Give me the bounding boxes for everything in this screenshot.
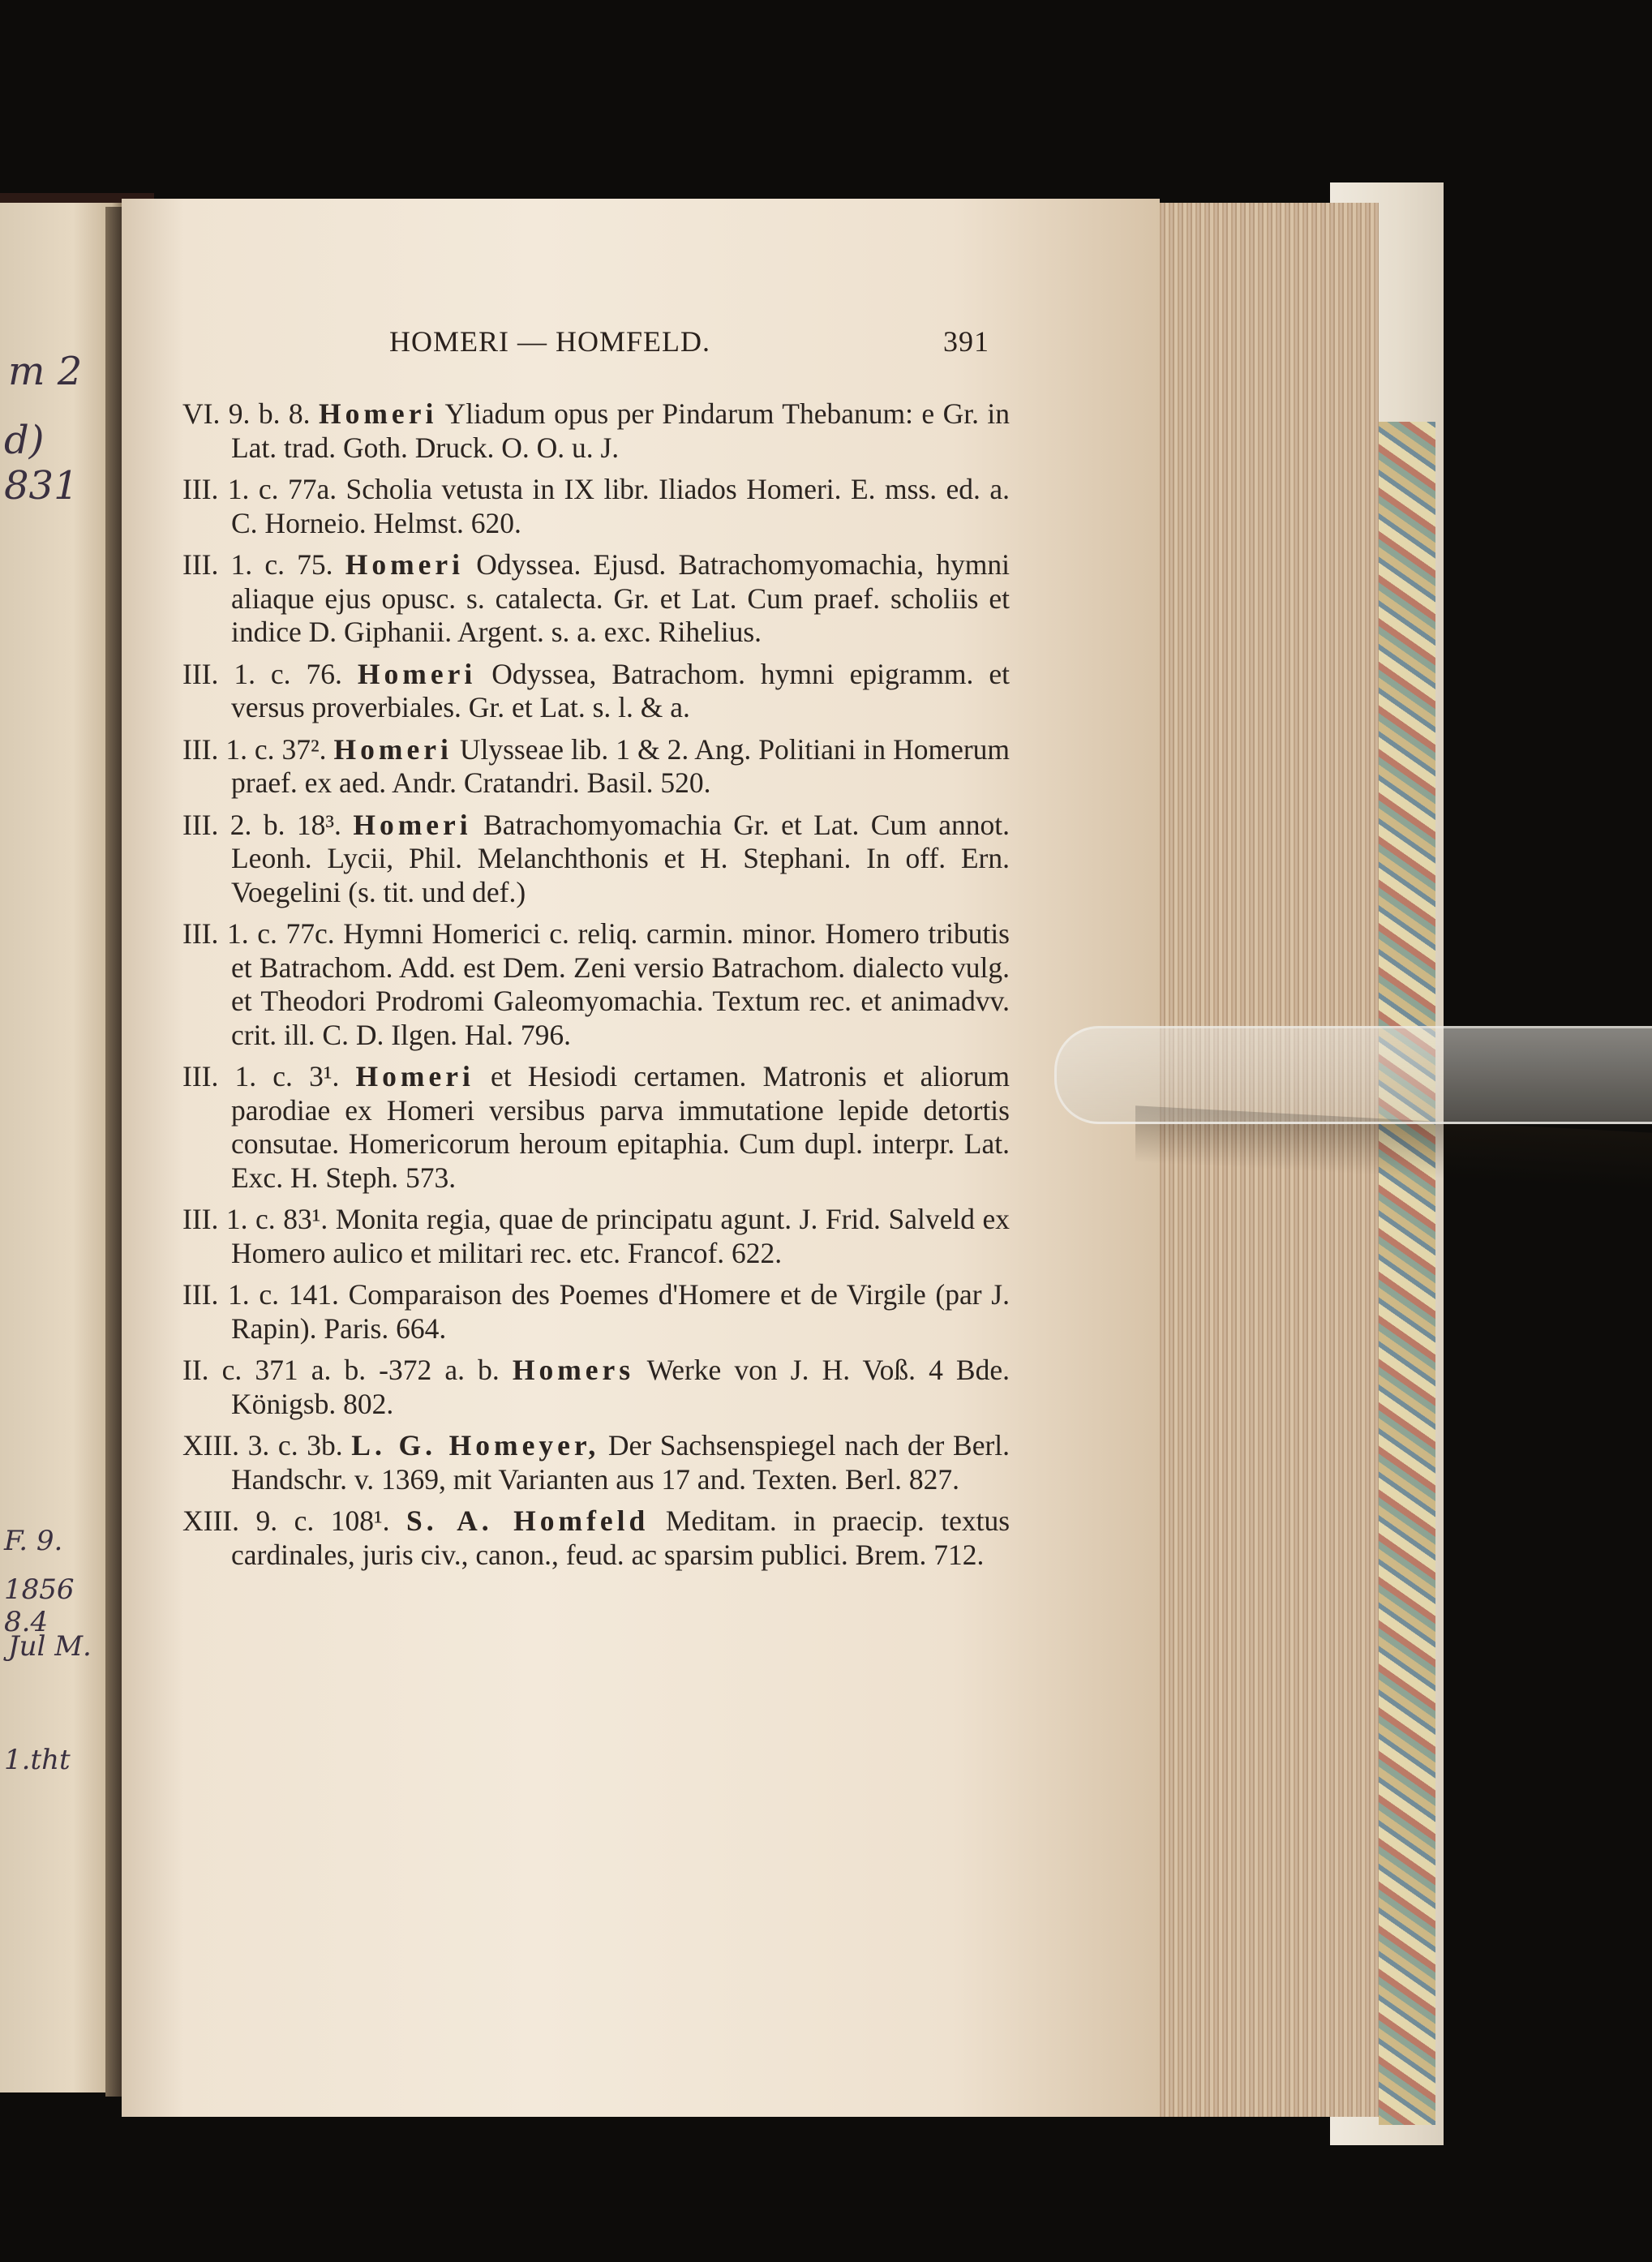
catalog-entry — [182, 1354, 1010, 1421]
shelf-mark: VI. 9. b. 8. — [182, 397, 311, 430]
shelf-mark: III. 1. c. 3¹. — [182, 1060, 340, 1092]
entry-text: Ulysseae lib. 1 & 2. Ang. Politiani in Homerum praef. ex aed. Andr. Cratandri. Basil. 520. — [231, 732, 1011, 799]
catalog-entry — [182, 1060, 1010, 1195]
entry-text: Werke von J. H. Voß. 4 Bde. Königsb. 802. — [231, 1354, 1010, 1420]
catalog-entry — [182, 917, 1010, 1052]
margin-note: F. 9. — [4, 1525, 63, 1557]
margin-note: Jul M. — [8, 1630, 92, 1663]
catalog-entry — [182, 658, 1010, 725]
author-name: S. A. Homfeld — [405, 1504, 650, 1537]
catalog-entry — [182, 473, 1010, 540]
author-name: Homeri — [333, 732, 453, 766]
catalog-entries — [182, 397, 1010, 1580]
marbled-edge — [1379, 422, 1435, 2125]
running-header — [389, 324, 989, 373]
shelf-mark: III. 1. c. 77a. — [182, 473, 337, 505]
entry-text: Scholia vetusta in IX libr. Iliados Homeri. E. mss. ed. a. C. Horneio. Helmst. 620. — [231, 473, 1011, 539]
catalog-entry — [182, 809, 1010, 910]
page-holder-strip — [1054, 1026, 1652, 1124]
entry-text: Yliadum opus per Pindarum Thebanum: e Gr. in Lat. trad. Goth. Druck. O. O. u. J. — [231, 397, 1011, 464]
catalog-entry — [182, 733, 1010, 800]
entry-text: Odyssea, Batrachom. hymni epigramm. et versus proverbiales. Gr. et Lat. s. l. & a. — [231, 657, 1011, 723]
catalog-entry — [182, 1278, 1010, 1346]
entry-text: Hymni Homerici c. reliq. carmin. minor. Homero tributis et Batrachom. Add. est Dem. Zeni versio Batrachom. dialecto vulg. et Theodori Prodromi Galeomyomachia. Textum rec. et animadvv. crit. ill. C. D. Ilgen. Hal. 796. — [231, 917, 1010, 1051]
margin-note: m 2 — [8, 349, 83, 394]
shelf-mark: III. 1. c. 141. — [182, 1278, 339, 1311]
author-name: Homeri — [355, 1060, 474, 1092]
entry-text: Batrachomyomachia Gr. et Lat. Cum annot. Leonh. Lycii, Phil. Melanchthonis et H. Stephani. In off. Ern. Voegelini (s. tit. und def.) — [231, 808, 1010, 908]
catalog-entry — [182, 1203, 1010, 1270]
catalog-entry — [182, 397, 1010, 465]
shelf-mark: XIII. 3. c. 3b. — [182, 1429, 343, 1462]
entry-text: Monita regia, quae de principatu agunt. J. Frid. Salveld ex Homero aulico et militari rec. etc. Francof. 622. — [231, 1203, 1010, 1269]
author-name: Homeri — [353, 808, 472, 841]
left-page — [0, 203, 122, 2092]
entry-text: Comparaison des Poemes d'Homere et de Virgile (par J. Rapin). Paris. 664. — [231, 1278, 1010, 1345]
shelf-mark: II. c. 371 a. b. -372 a. b. — [182, 1354, 500, 1386]
author-name: Homers — [512, 1354, 635, 1386]
catalog-entry — [182, 548, 1010, 650]
page-number: 391 — [943, 325, 989, 358]
shelf-mark: III. 1. c. 83¹. — [182, 1203, 328, 1235]
entry-text: et Hesiodi certamen. Matronis et aliorum parodiae ex Homeri versibus parva immutatione lepide detortis consutae. Homericorum heroum epitaphia. Cum dupl. interpr. Lat. Exc. H. Steph. 573. — [231, 1060, 1011, 1194]
catalog-entry — [182, 1504, 1010, 1572]
shelf-mark: III. 1. c. 37². — [182, 732, 327, 766]
shelf-mark: III. 1. c. 76. — [182, 657, 342, 690]
shelf-mark: XIII. 9. c. 108¹. — [182, 1504, 390, 1537]
author-name: L. G. Homeyer, — [351, 1429, 600, 1462]
catalog-entry — [182, 1429, 1010, 1496]
author-name: Homeri — [345, 548, 465, 581]
margin-note: d) 831 — [4, 418, 79, 509]
margin-note: 1.tht — [4, 1744, 71, 1776]
entry-text: Der Sachsenspiegel nach der Berl. Handschr. v. 1369, mit Varianten aus 17 and. Texten. Berl. 827. — [231, 1429, 1011, 1496]
margin-note: 1856 8.4 — [4, 1573, 75, 1638]
shelf-mark: III. 1. c. 77c. — [182, 917, 335, 950]
author-name: Homeri — [357, 657, 477, 690]
entry-text: Meditam. in praecip. textus cardinales, juris civ., canon., feud. ac sparsim publici. Brem. 712. — [231, 1504, 1011, 1571]
shelf-mark: III. 2. b. 18³. — [182, 808, 341, 841]
shelf-mark: III. 1. c. 75. — [182, 548, 333, 581]
author-name: Homeri — [319, 397, 438, 430]
header-title: HOMERI — HOMFELD. — [389, 325, 711, 358]
entry-text: Odyssea. Ejusd. Batrachomyomachia, hymni aliaque ejus opusc. s. catalecta. Gr. et Lat. Cum praef. scholiis et indice D. Giphanii. Argent. s. a. exc. Rihelius. — [231, 548, 1010, 648]
